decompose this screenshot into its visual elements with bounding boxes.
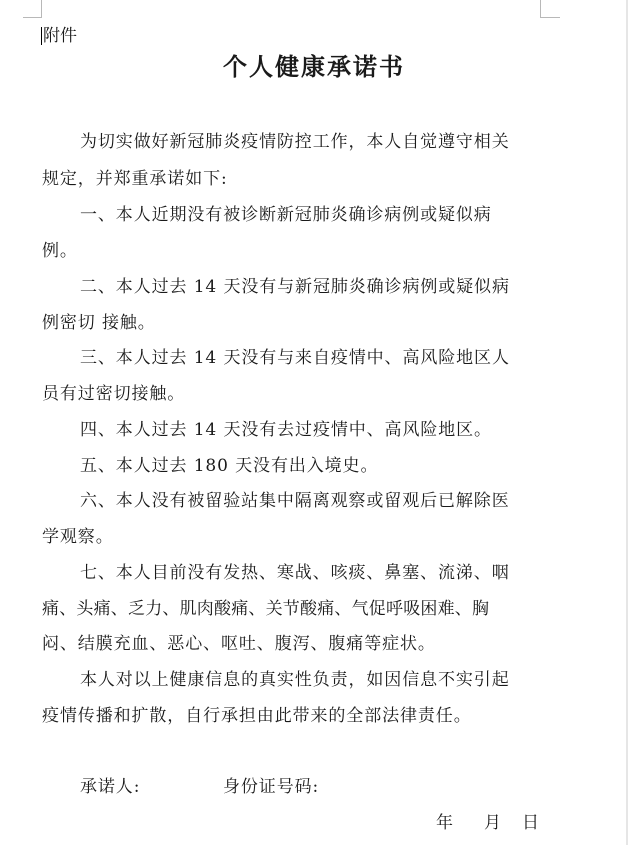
day-label[interactable]: 日 bbox=[522, 813, 540, 833]
id-number-label[interactable]: 身份证号码: bbox=[223, 777, 320, 797]
paragraph-line[interactable]: 二、本人过去 14 天没有与新冠肺炎确诊病例或疑似病 bbox=[80, 277, 510, 297]
paragraph-line[interactable]: 六、本人没有被留验站集中隔离观察或留观后已解除医 bbox=[80, 491, 510, 511]
crop-mark-top-left-horizontal bbox=[23, 17, 42, 18]
paragraph-line[interactable]: 员有过密切接触。 bbox=[42, 384, 186, 404]
crop-mark-top-right-vertical bbox=[540, 0, 541, 18]
promisor-label[interactable]: 承诺人: bbox=[80, 777, 141, 797]
paragraph-line[interactable]: 七、本人目前没有发热、寒战、咳痰、鼻塞、流涕、咽 bbox=[80, 563, 510, 583]
paragraph-line[interactable]: 痛、头痛、乏力、肌肉酸痛、关节酸痛、气促呼吸困难、胸 bbox=[42, 599, 490, 619]
paragraph-line[interactable]: 三、本人过去 14 天没有与来自疫情中、高风险地区人 bbox=[80, 348, 510, 368]
paragraph-line[interactable]: 五、本人过去 180 天没有出入境史。 bbox=[80, 456, 379, 476]
document-title[interactable]: 个人健康承诺书 bbox=[223, 52, 405, 81]
paragraph-line[interactable]: 规定，并郑重承诺如下: bbox=[42, 169, 228, 189]
year-label[interactable]: 年 bbox=[436, 813, 454, 833]
paragraph-line[interactable]: 闷、结膜充血、恶心、呕吐、腹泻、腹痛等症状。 bbox=[42, 634, 436, 654]
paragraph-line[interactable]: 例。 bbox=[42, 241, 78, 261]
paragraph-line[interactable]: 为切实做好新冠肺炎疫情防控工作，本人自觉遵守相关 bbox=[80, 132, 510, 152]
paragraph-line[interactable]: 本人对以上健康信息的真实性负责，如因信息不实引起 bbox=[80, 670, 510, 690]
paragraph-line[interactable]: 一、本人近期没有被诊断新冠肺炎确诊病例或疑似病 bbox=[80, 205, 492, 225]
attachment-label[interactable]: 附件 bbox=[43, 26, 77, 46]
paragraph-line[interactable]: 疫情传播和扩散，自行承担由此带来的全部法律责任。 bbox=[42, 706, 472, 726]
paragraph-line[interactable]: 例密切 接触。 bbox=[42, 313, 156, 333]
crop-mark-top-right-horizontal bbox=[540, 17, 560, 18]
paragraph-line[interactable]: 学观察。 bbox=[42, 527, 114, 547]
crop-mark-top-left-vertical bbox=[41, 0, 42, 18]
month-label[interactable]: 月 bbox=[484, 813, 502, 833]
text-cursor bbox=[41, 27, 42, 45]
paragraph-line[interactable]: 四、本人过去 14 天没有去过疫情中、高风险地区。 bbox=[80, 420, 492, 440]
